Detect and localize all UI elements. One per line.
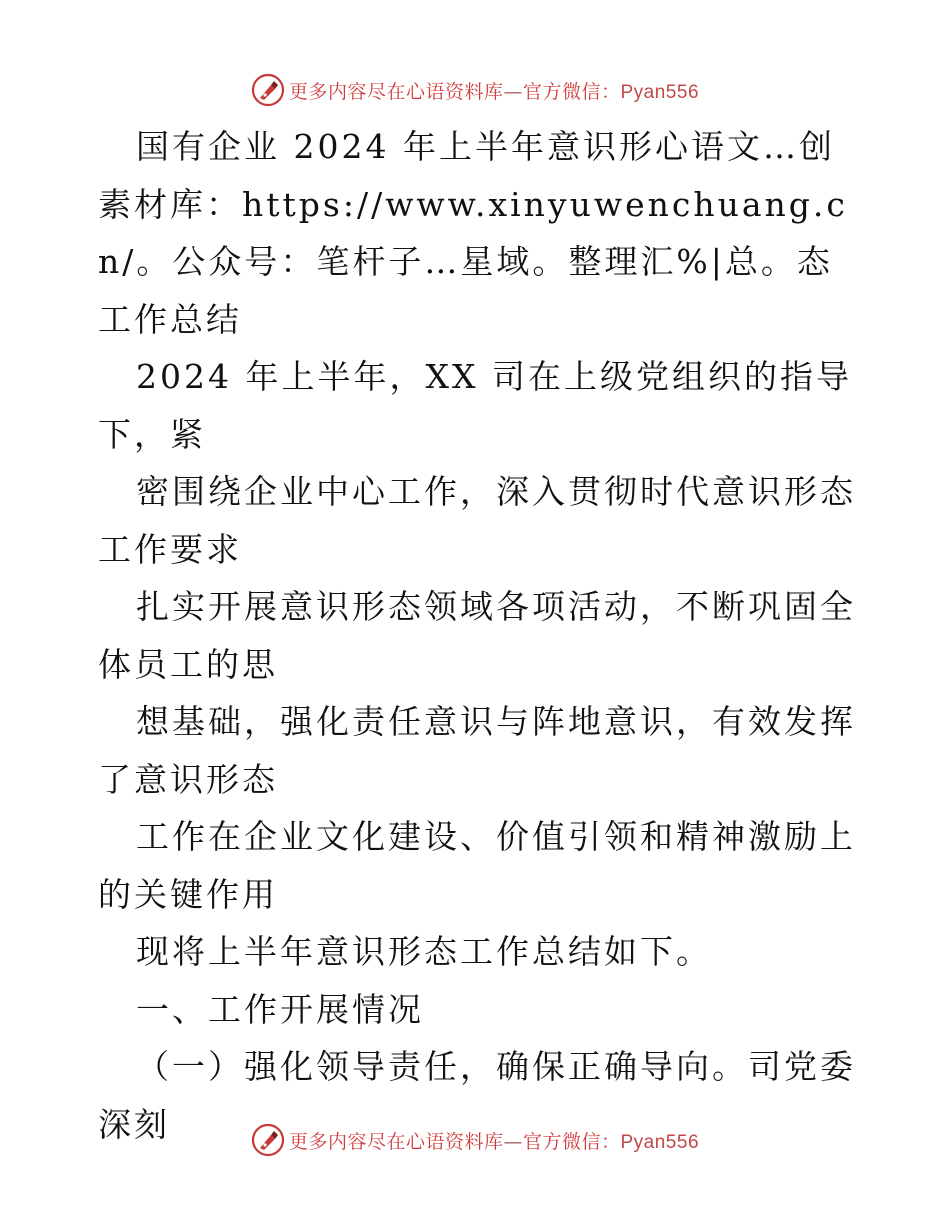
banner-separator: — bbox=[503, 1130, 523, 1153]
banner-wechat-label: 官方微信： bbox=[522, 1130, 621, 1153]
banner-wechat-label: 官方微信： bbox=[522, 80, 621, 103]
banner-wechat-id: Pyan556 bbox=[620, 81, 700, 103]
pen-nib-logo-icon bbox=[251, 1123, 285, 1157]
section-heading: 一、工作开展情况 bbox=[136, 989, 424, 1029]
banner-site-text: 更多内容尽在心语资料库 bbox=[288, 1130, 504, 1153]
paragraph: 想基础，强化责任意识与阵地意识，有效发挥了意识形态 bbox=[98, 702, 856, 799]
paragraph: 扎实开展意识形态领域各项活动，不断巩固全体员工的思 bbox=[98, 587, 856, 684]
paragraph-title: 国有企业 2024 年上半年意识形心语文…创素材库：https://www.xinyuwenchuang.cn/。公众号：笔杆子…星域。整理汇%|总。态工作总结 bbox=[98, 127, 848, 339]
banner-text bbox=[289, 77, 699, 104]
header-banner bbox=[0, 70, 950, 110]
footer-banner bbox=[0, 1120, 950, 1160]
banner-site-text: 更多内容尽在心语资料库 bbox=[288, 80, 504, 103]
paragraph: 密围绕企业中心工作，深入贯彻时代意识形态工作要求 bbox=[98, 472, 856, 569]
banner-text bbox=[289, 1127, 699, 1154]
pen-nib-logo-icon bbox=[251, 73, 285, 107]
paragraph: 现将上半年意识形态工作总结如下。 bbox=[136, 932, 712, 971]
document-body bbox=[98, 118, 858, 1153]
banner-separator: — bbox=[503, 80, 523, 103]
paragraph: 工作在企业文化建设、价值引领和精神激励上的关键作用 bbox=[98, 817, 856, 914]
paragraph: （一）强化领导责任，确保正确导向。司党委深刻 bbox=[98, 1047, 856, 1144]
banner-wechat-id: Pyan556 bbox=[620, 1131, 700, 1153]
paragraph: 2024 年上半年，XX 司在上级党组织的指导下，紧 bbox=[98, 357, 852, 454]
